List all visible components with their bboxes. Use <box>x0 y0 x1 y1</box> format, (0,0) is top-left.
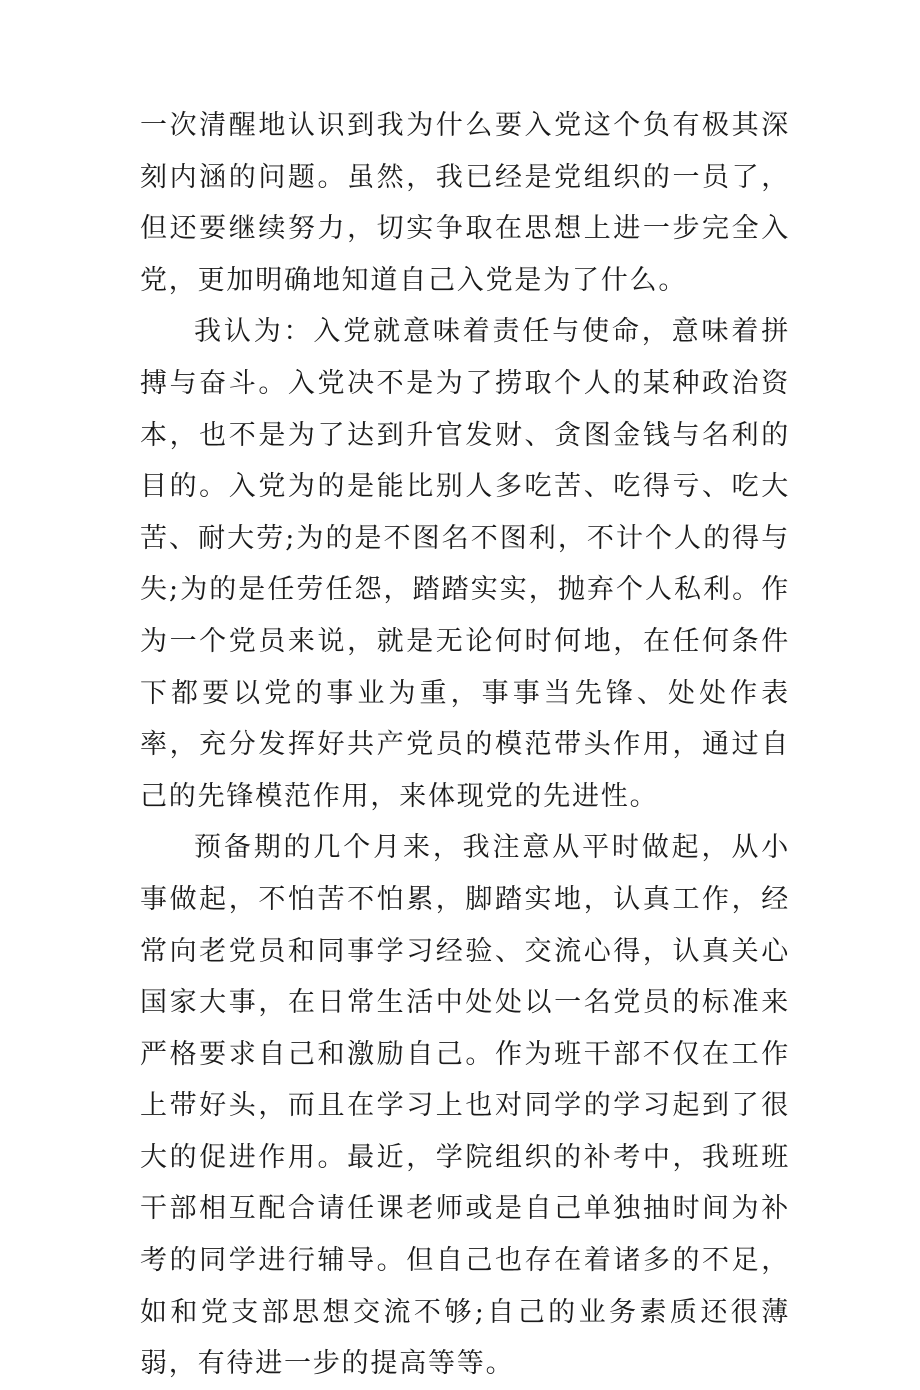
paragraph-party-meaning: 我认为：入党就意味着责任与使命，意味着拼搏与奋斗。入党决不是为了捞取个人的某种政治资本，也不是为了达到升官发财、贪图金钱与名利的目的。入党为的是能比别人多吃苦、吃得亏、吃大苦、耐大劳;为的是不图名不图利，不计个人的得与失;为的是任劳任怨，踏踏实实，抛弃个人私利。作为一个党员来说，就是无论何时何地，在任何条件下都要以党的事业为重，事事当先锋、处处作表率，充分发挥好共产党员的模范带头作用，通过自己的先锋模范作用，来体现党的先进性。 <box>140 316 790 812</box>
paragraph-continuation: 一次清醒地认识到我为什么要入党这个负有极其深刻内涵的问题。虽然，我已经是党组织的一员了，但还要继续努力，切实争取在思想上进一步完全入党，更加明确地知道自己入党是为了什么。 <box>140 110 790 296</box>
document-body <box>140 100 790 1390</box>
paragraph-probation-period: 预备期的几个月来，我注意从平时做起，从小事做起，不怕苦不怕累，脚踏实地，认真工作，经常向老党员和同事学习经验、交流心得，认真关心国家大事，在日常生活中处处以一名党员的标准来严格要求自己和激励自己。作为班干部不仅在工作上带好头，而且在学习上也对同学的学习起到了很大的促进作用。最近，学院组织的补考中，我班班干部相互配合请任课老师或是自己单独抽时间为补考的同学进行辅导。但自己也存在着诸多的不足，如和党支部思想交流不够;自己的业务素质还很薄弱，有待进一步的提高等等。 <box>140 832 790 1380</box>
